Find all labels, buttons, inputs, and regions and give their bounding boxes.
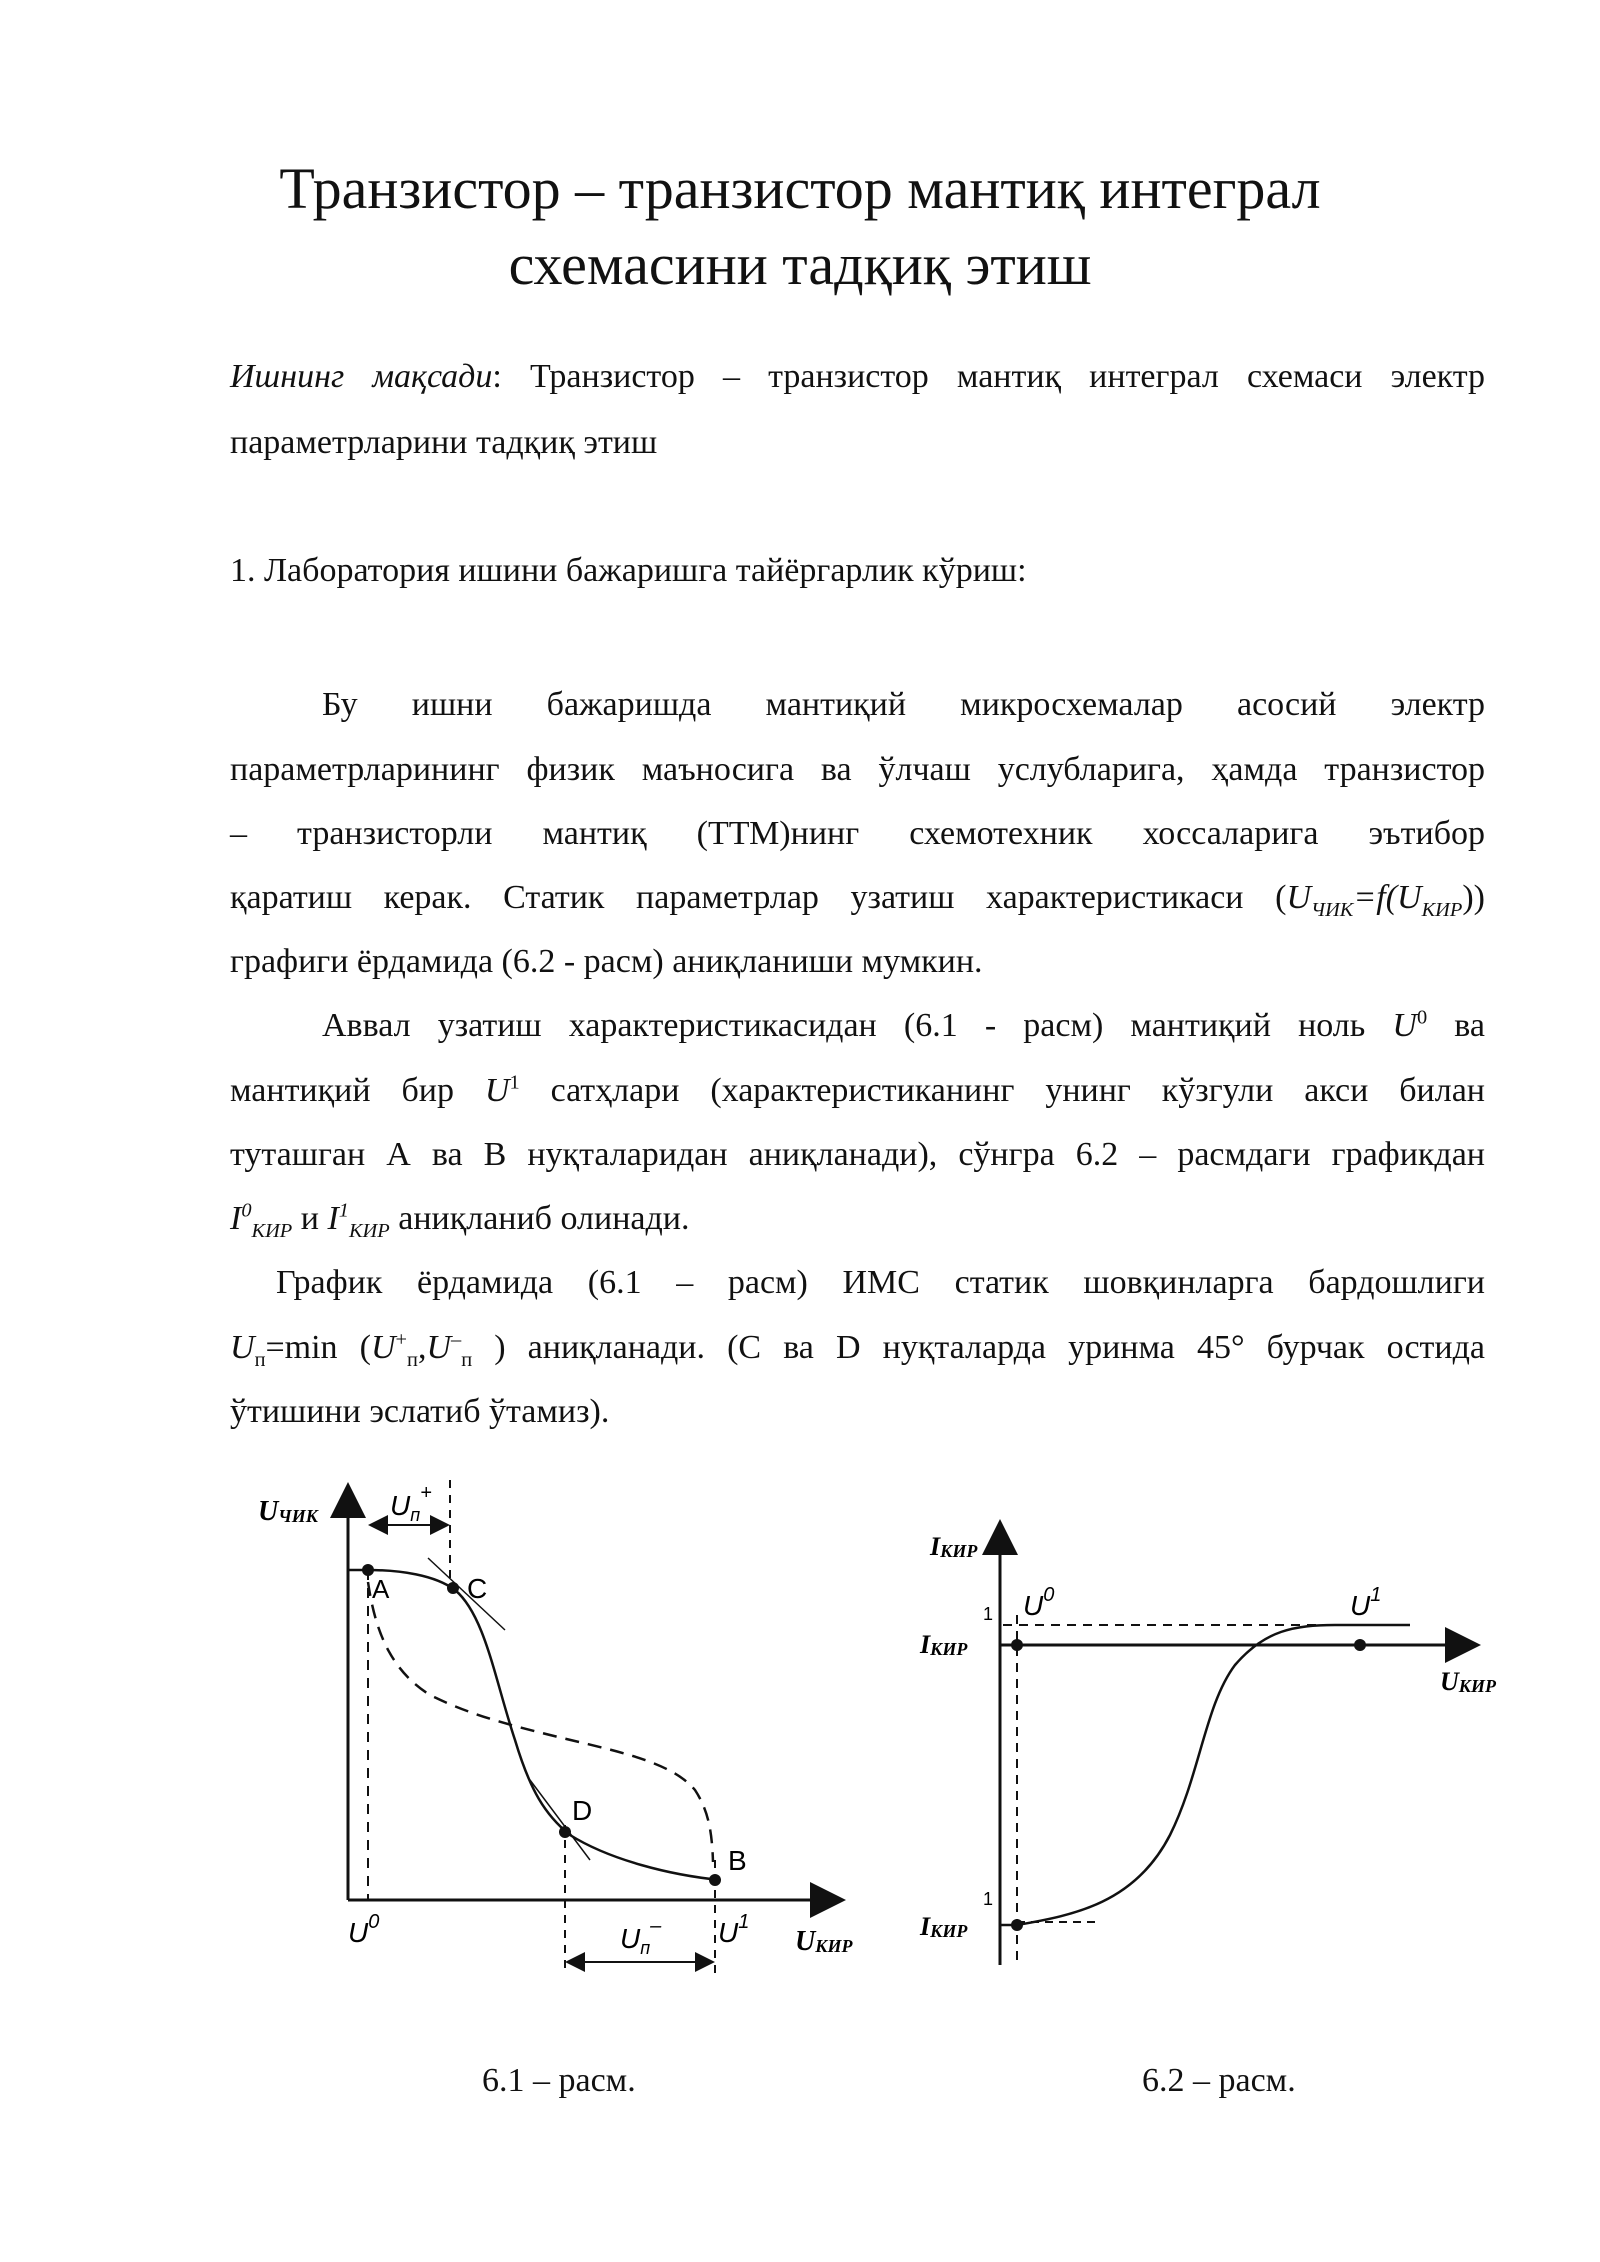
u1-label: $U^1$ bbox=[1350, 1584, 1382, 1621]
p3-line-1: График ёрдамида (6.1 – расм) ИМС статик шовқинларга бардошлиги bbox=[276, 1264, 1485, 1301]
y-axis-label: IКИР bbox=[930, 1532, 978, 1561]
p3-line-3: ўтишини эслатиб ўтамиз). bbox=[230, 1393, 610, 1430]
p2-l2-end: сатҳлари (характеристиканинг унинг кўзгули акси билан bbox=[519, 1072, 1485, 1109]
u-symbol: U bbox=[426, 1329, 452, 1366]
u-symbol: U bbox=[484, 1072, 510, 1109]
sub-p: п bbox=[254, 1348, 266, 1371]
sub-kir: КИР bbox=[349, 1219, 390, 1242]
sup-minus: – bbox=[451, 1328, 462, 1351]
p3-line-2 bbox=[230, 1328, 1486, 1371]
transfer-curve bbox=[348, 1570, 720, 1880]
u0-label: $U^0$ bbox=[348, 1911, 380, 1948]
un-plus-label: $U_п^+$ bbox=[390, 1482, 432, 1525]
i-top-sup: 1 bbox=[983, 1604, 994, 1624]
p1-line-4 bbox=[230, 879, 1485, 921]
i-top-label: IКИР bbox=[920, 1630, 968, 1659]
title-line-2: схемасини тадқиқ этиш bbox=[508, 232, 1092, 297]
p1-text-1: Бу ишни бажаришда мантиқий микросхемалар асосий электр bbox=[322, 686, 1485, 723]
p2-l4-end: аниқланиб олинади. bbox=[389, 1200, 690, 1237]
p3-l2-end: ) аниқланади. (С ва D нуқталарда уринма 45° бурчак остида bbox=[472, 1329, 1486, 1366]
sub-chik: ЧИК bbox=[1311, 898, 1354, 921]
u-symbol: U bbox=[230, 1329, 255, 1366]
p2-l1-text: Аввал узатиш характеристикасидан (6.1 - расм) мантиқий ноль bbox=[322, 1007, 1393, 1044]
p2-line-2 bbox=[230, 1072, 1485, 1110]
caption-6-1: 6.1 – расм. bbox=[482, 2062, 636, 2099]
label-c: C bbox=[467, 1573, 488, 1604]
p2-l2-text: мантиқий бир bbox=[230, 1072, 485, 1109]
u-symbol: U bbox=[1392, 1007, 1417, 1044]
title-line-1: Транзистор – транзистор мантиқ интеграл bbox=[279, 156, 1321, 221]
comma: , bbox=[417, 1329, 427, 1366]
i-bot-sup: 1 bbox=[983, 1889, 994, 1909]
sup-plus: + bbox=[395, 1328, 408, 1351]
point-u0 bbox=[1011, 1639, 1023, 1651]
mirrored-curve bbox=[368, 1582, 713, 1862]
p1-l4-text: қаратиш керак. Статик параметрлар узатиш характеристикаси ( bbox=[230, 879, 1287, 916]
u1-label: $U^1$ bbox=[718, 1911, 750, 1948]
figure-6-2 bbox=[905, 1505, 1545, 1985]
point-i-bot bbox=[1011, 1919, 1023, 1931]
p2-line-1 bbox=[322, 1007, 1485, 1045]
x-axis-label: UКИР bbox=[795, 1926, 853, 1957]
sup-0: 0 bbox=[241, 1199, 252, 1222]
p1-line-2: параметрларининг физик маъносига ва ўлчаш услубларига, ҳамда транзистор bbox=[230, 751, 1485, 788]
u0-label: $U^0$ bbox=[1023, 1584, 1055, 1621]
y-axis-label: UЧИК bbox=[258, 1496, 318, 1527]
input-current-curve bbox=[1000, 1625, 1410, 1925]
sup-1: 1 bbox=[338, 1199, 349, 1222]
un-minus-label: $U_п^-$ bbox=[620, 1915, 662, 1958]
sub-p: п bbox=[407, 1348, 418, 1371]
p1-line-3: – транзисторли мантиқ (ТТМ)нинг схемотехник хоссаларига эътибор bbox=[230, 815, 1485, 852]
caption-6-2: 6.2 – расм. bbox=[1142, 2062, 1296, 2099]
section-heading: 1. Лаборатория ишини бажаришга тайёргарлик кўриш: bbox=[230, 552, 1027, 589]
label-a: A bbox=[372, 1574, 390, 1604]
sub-kir: КИР bbox=[251, 1219, 293, 1242]
p1-line-5: графиги ёрдамида (6.2 - расм) аниқланиши мумкин. bbox=[230, 943, 983, 980]
aim-label: Ишнинг мақсади bbox=[230, 358, 493, 395]
p2-l1-end: ва bbox=[1427, 1007, 1485, 1044]
u-symbol: U bbox=[370, 1329, 396, 1366]
sub-kir: КИР bbox=[1421, 898, 1463, 921]
point-d bbox=[559, 1826, 571, 1838]
point-b bbox=[709, 1874, 721, 1886]
x-axis-label: UКИР bbox=[1440, 1667, 1496, 1696]
p1-line-1 bbox=[322, 686, 1485, 724]
point-u1 bbox=[1354, 1639, 1366, 1651]
label-b: B bbox=[728, 1845, 747, 1876]
i-symbol: I bbox=[230, 1200, 242, 1237]
point-c bbox=[447, 1582, 459, 1594]
func-mid: =f(U bbox=[1353, 879, 1422, 916]
figure-6-1 bbox=[250, 1470, 890, 1990]
min-text: =min ( bbox=[265, 1329, 371, 1366]
u-symbol: U bbox=[1286, 879, 1312, 916]
and-word: и bbox=[292, 1200, 328, 1237]
i-bot-label: IКИР bbox=[920, 1912, 968, 1941]
sub-p: п bbox=[461, 1348, 473, 1371]
sup-0: 0 bbox=[1416, 1006, 1428, 1029]
aim-text: : Транзистор – транзистор мантиқ интеграл схемаси электр bbox=[492, 358, 1486, 395]
aim-line-1 bbox=[230, 358, 1485, 396]
i-symbol: I bbox=[327, 1200, 339, 1237]
sup-1: 1 bbox=[509, 1071, 520, 1094]
func-end: )) bbox=[1462, 879, 1485, 916]
aim-line-2: параметрларини тадқиқ этиш bbox=[230, 424, 658, 461]
p2-line-4 bbox=[230, 1199, 1485, 1242]
label-d: D bbox=[572, 1795, 593, 1826]
p2-line-3: туташган А ва В нуқталаридан аниқланади), сўнгра 6.2 – расмдаги графикдан bbox=[230, 1136, 1485, 1173]
page-title bbox=[0, 156, 1600, 297]
